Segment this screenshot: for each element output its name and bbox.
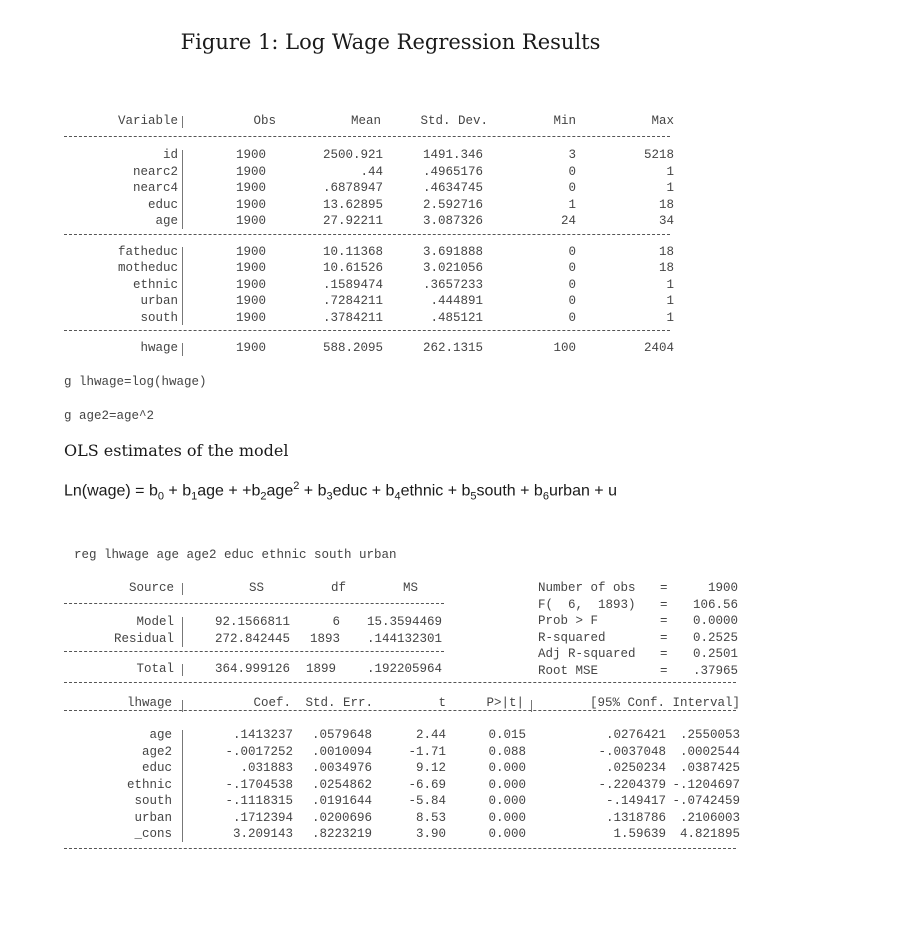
ols-heading: OLS estimates of the model [64,441,289,460]
coef-ci-high: .2106003 [679,810,740,825]
summary-max: 18 [658,244,674,259]
summary-variable: nearc2 [132,164,178,179]
summary-mean: 10.61526 [322,261,383,275]
summary-mean: .3784211 [322,310,383,325]
coef-coef: .1712394 [232,810,293,825]
coef-coef: 3.209143 [232,827,293,841]
fit-stat-label: Prob > F [538,614,599,628]
summary-variable: urban [140,294,178,308]
header-ms: MS [402,581,418,595]
summary-max: 1 [666,164,674,179]
column-divider [182,116,183,128]
command-reg: reg lhwage age age2 educ ethnic south urban [74,548,397,562]
summary-mean: 27.92211 [322,214,383,228]
summary-header-row [64,114,674,131]
summary-obs: 1900 [236,148,267,162]
column-divider [182,343,183,356]
header-variable: Variable [117,114,178,128]
summary-mean: 2500.921 [322,148,383,162]
header-max: Max [651,114,674,128]
column-divider [182,150,183,229]
fit-stat-value: 1900 [707,581,738,595]
summary-row [64,198,674,215]
summary-row [64,148,674,165]
summary-min: 0 [568,277,576,292]
coef-t: 8.53 [415,810,446,825]
anova-header-row [64,581,464,598]
summary-mean: .7284211 [322,294,383,308]
summary-row [64,214,674,231]
coef-ci-low: .0276421 [605,728,666,742]
coef-t: 2.44 [415,728,446,742]
summary-obs: 1900 [236,164,267,179]
coef-ci-low: -.0037048 [598,744,666,759]
fit-stat-value: .37965 [692,663,738,678]
summary-obs: 1900 [236,277,267,292]
summary-max: 1 [666,294,674,308]
summary-row [64,311,674,328]
fit-stat-equals: = [660,663,668,678]
coef-row [64,811,740,828]
eq-lhs: Ln(wage) = b [64,482,158,500]
summary-mean: .44 [360,164,383,179]
summary-obs: 1900 [236,310,267,325]
summary-std-dev: 262.1315 [422,341,483,355]
model-equation [64,480,617,503]
summary-max: 1 [666,277,674,292]
coef-row [64,827,740,844]
coef-ci-low: .0250234 [605,761,666,775]
eq-sub-2: 2 [260,490,267,503]
coef-var: educ [141,761,172,775]
summary-variable: south [140,310,178,325]
summary-min: 0 [568,261,576,275]
fit-stat-equals: = [660,630,668,645]
coef-coef: .1413237 [232,728,293,742]
header-df: df [330,581,346,595]
fit-stat-value: 0.2501 [692,647,738,661]
coef-ci-high: -.0742459 [672,794,740,808]
summary-obs: 1900 [236,261,267,275]
summary-obs: 1900 [236,244,267,259]
fit-stat-row [538,614,738,631]
coef-row [64,794,740,811]
header-conf-interval: [95% Conf. Interval] [589,696,740,710]
summary-row [64,294,674,311]
column-divider [182,583,183,595]
coef-p-value: 0.088 [488,744,526,759]
anova-ms: 15.3594469 [366,615,442,629]
command-gen-age2: g age2=age^2 [64,409,155,423]
coef-coef: -.1118315 [225,794,293,808]
fit-stat-equals: = [660,597,668,612]
coef-row [64,728,740,745]
summary-std-dev: 1491.346 [422,148,483,162]
header-t: t [438,696,446,710]
fit-stat-equals: = [660,581,668,595]
anova-table [64,581,464,681]
column-divider [182,730,183,842]
summary-std-dev: .4634745 [422,181,483,195]
summary-max: 1 [666,181,674,195]
summary-row [64,261,674,278]
coef-p-value: 0.000 [488,761,526,775]
header-coef: Coef. [253,696,291,710]
summary-std-dev: 2.592716 [422,197,483,212]
summary-variable: age [155,214,178,228]
anova-source: Model [136,615,174,629]
separator-line [64,710,736,711]
fit-stat-value: 0.2525 [692,630,738,645]
summary-obs: 1900 [236,197,267,212]
fit-stat-row [538,581,738,598]
coef-row [64,745,740,762]
summary-mean: 588.2095 [322,341,383,355]
anova-ms: .192205964 [366,662,442,676]
coef-ci-high: 4.821895 [679,827,740,841]
anova-df: 1899 [305,662,336,676]
separator-line [64,330,670,331]
coef-ci-low: -.149417 [605,794,666,808]
coef-ci-high: -.1204697 [672,777,740,792]
coef-p-value: 0.000 [488,827,526,841]
fit-stat-row [538,647,738,664]
column-divider [182,247,183,326]
coef-var: age [149,728,172,742]
separator-line [64,651,444,652]
eq-sub-0: 0 [157,490,164,503]
coef-var: _cons [134,827,172,841]
coef-var: age2 [141,744,172,759]
figure-title: Figure 1: Log Wage Regression Results [180,30,601,54]
eq-part: age [266,482,294,500]
header-ss: SS [248,581,264,595]
eq-sub-6: 6 [542,490,549,503]
eq-part: + b [299,482,327,500]
coef-std-err: .0010094 [311,744,372,759]
eq-part: urban + u [548,482,617,500]
coef-ci-low: 1.59639 [613,827,666,841]
coef-std-err: .0254862 [311,777,372,792]
summary-std-dev: 3.691888 [422,244,483,259]
coef-std-err: .0034976 [311,761,372,775]
coef-std-err: .0191644 [311,794,372,808]
summary-std-dev: .444891 [430,294,483,308]
coef-ci-low: .1318786 [605,810,666,825]
fit-stat-label: Root MSE [538,663,599,678]
summary-std-dev: .485121 [430,310,483,325]
summary-mean: 10.11368 [322,244,383,259]
summary-min: 1 [568,197,576,212]
coef-coef: -.0017252 [225,744,293,759]
summary-table [64,114,674,364]
fit-stat-value: 106.56 [692,597,738,612]
summary-variable: hwage [140,341,178,355]
coef-t: 3.90 [415,827,446,841]
anova-source: Residual [113,631,174,646]
column-divider [182,664,183,676]
coef-t: -1.71 [408,744,446,759]
fit-stat-equals: = [660,614,668,628]
coef-var: ethnic [126,777,172,792]
header-obs: Obs [253,114,276,128]
fit-stat-label: R-squared [538,630,606,645]
command-gen-lhwage: g lhwage=log(hwage) [64,375,207,389]
coefficient-table [64,686,740,856]
anova-ms: .144132301 [366,631,442,646]
anova-source: Total [136,662,174,676]
summary-mean: .6878947 [322,181,383,195]
coef-p-value: 0.000 [488,794,526,808]
header-std-dev: Std. Dev. [420,114,488,128]
eq-part: ethnic + b [400,482,471,500]
summary-variable: ethnic [132,277,178,292]
summary-obs: 1900 [236,181,267,195]
coef-t: -6.69 [408,777,446,792]
coef-coef: -.1704538 [225,777,293,792]
summary-mean: .1589474 [322,277,383,292]
summary-row [64,165,674,182]
eq-sub-4: 4 [394,490,401,503]
anova-df: 1893 [309,631,340,646]
summary-max: 5218 [643,148,674,162]
coef-t: 9.12 [415,761,446,775]
summary-max: 2404 [643,341,674,355]
summary-min: 24 [560,214,576,228]
fit-stat-row [538,598,738,615]
separator-line [64,848,736,849]
summary-variable: id [162,148,178,162]
summary-max: 34 [658,214,674,228]
fit-stat-value: 0.0000 [692,614,738,628]
coef-ci-low: -.2204379 [598,777,666,792]
eq-part: age + +b [197,482,261,500]
eq-sub-5: 5 [470,490,477,503]
coef-ci-high: .0002544 [679,744,740,759]
summary-row [64,245,674,262]
eq-sub-1: 1 [191,490,198,503]
fit-stat-row [538,631,738,648]
coef-var: urban [134,810,172,825]
summary-obs: 1900 [236,294,267,308]
coef-ci-high: .0387425 [679,761,740,775]
fit-stat-label: F( 6, 1893) [538,597,636,612]
eq-sup-2: 2 [293,480,300,492]
eq-sub-3: 3 [326,490,333,503]
anova-ss: 364.999126 [214,662,290,676]
anova-ss: 92.1566811 [214,615,290,629]
fit-stat-row [538,664,738,681]
coef-p-value: 0.000 [488,777,526,792]
summary-std-dev: 3.021056 [422,261,483,275]
summary-min: 0 [568,244,576,259]
separator-line [64,234,670,235]
separator-line [64,603,444,604]
summary-obs: 1900 [236,341,267,355]
anova-total-row [64,662,464,679]
anova-df: 6 [332,615,340,629]
coef-std-err: .0200696 [311,810,372,825]
anova-ss: 272.842445 [214,631,290,646]
anova-row [64,632,464,649]
summary-min: 0 [568,294,576,308]
summary-std-dev: .3657233 [422,277,483,292]
coef-p-value: 0.015 [488,728,526,742]
summary-std-dev: 3.087326 [422,214,483,228]
summary-variable: educ [147,197,178,212]
header-source: Source [128,581,174,595]
summary-row [64,341,674,358]
coef-std-err: .8223219 [311,827,372,841]
summary-variable: motheduc [117,261,178,275]
header-depvar: lhwage [126,696,172,710]
summary-min: 0 [568,310,576,325]
header-mean: Mean [350,114,381,128]
anova-row [64,615,464,632]
coef-std-err: .0579648 [311,728,372,742]
fit-stat-equals: = [660,647,668,661]
separator-line [64,682,736,683]
summary-min: 100 [553,341,576,355]
summary-variable: nearc4 [132,181,178,195]
summary-min: 0 [568,164,576,179]
summary-variable: fatheduc [117,244,178,259]
summary-mean: 13.62895 [322,197,383,212]
separator-line [64,136,670,137]
header-min: Min [553,114,576,128]
summary-min: 3 [568,148,576,162]
coef-var: south [134,794,172,808]
summary-obs: 1900 [236,214,267,228]
summary-max: 1 [666,310,674,325]
summary-min: 0 [568,181,576,195]
header-p: P>|t| [486,696,524,710]
summary-row [64,278,674,295]
eq-part: south + b [476,482,543,500]
fit-stat-label: Adj R-squared [538,647,636,661]
column-divider [182,617,183,647]
fit-stat-label: Number of obs [538,581,636,595]
header-std-err: Std. Err. [305,696,373,710]
coef-coef: .031883 [240,761,293,775]
summary-max: 18 [658,197,674,212]
eq-part: educ + b [332,482,395,500]
coef-ci-high: .2550053 [679,728,740,742]
fit-statistics [538,581,738,681]
coef-t: -5.84 [408,794,446,808]
coef-p-value: 0.000 [488,810,526,825]
summary-std-dev: .4965176 [422,164,483,179]
coef-row [64,778,740,795]
coef-row [64,761,740,778]
eq-part: + b [163,482,192,500]
summary-row [64,181,674,198]
summary-max: 18 [658,261,674,275]
